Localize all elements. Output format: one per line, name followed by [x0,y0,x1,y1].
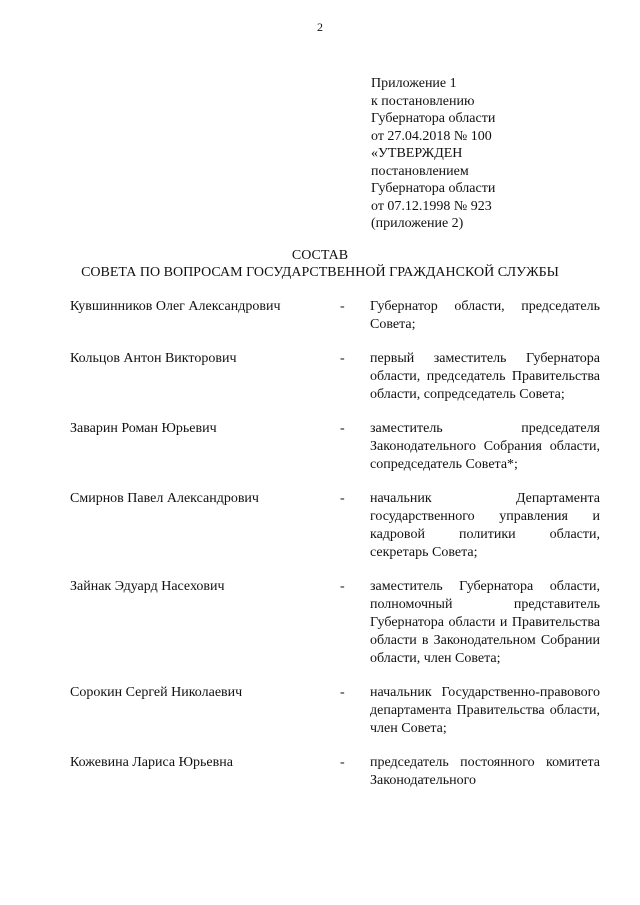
document-subtitle: СОВЕТА ПО ВОПРОСАМ ГОСУДАРСТВЕННОЙ ГРАЖДАНСКОЙ СЛУЖБЫ [81,265,559,280]
member-dash: - [340,579,345,594]
title-block [0,247,640,281]
appendix-line: к постановлению [371,93,475,109]
member-row [70,298,600,334]
appendix-line: от 07.12.1998 № 923 [371,198,492,214]
member-row [70,350,600,404]
document-title: СОСТАВ [291,248,349,263]
appendix-line: Губернатора области [371,181,496,196]
member-name: Кожевина Лариса Юрьевна [70,755,233,770]
member-dash: - [340,299,345,314]
page-number: 2 [317,20,323,34]
member-name: Зайнак Эдуард Насехович [70,579,225,594]
member-row [70,578,600,668]
member-row [70,754,600,790]
member-name: Кольцов Антон Викторович [70,351,237,366]
member-row [70,420,600,474]
member-name: Сорокин Сергей Николаевич [70,685,243,700]
appendix-line: «УТВЕРЖДЕН [371,146,463,161]
appendix-line: от 27.04.2018 № 100 [371,128,492,144]
appendix-line: Приложение 1 [371,76,457,91]
member-dash: - [340,685,345,700]
member-role: Губернатор области, председатель Совета; [370,299,600,332]
member-role: заместитель Губернатора области, полномочный представитель Губернатора области и Правительства области в Законодательном Собрании области, член Совета; [370,579,600,666]
member-row [70,684,600,738]
member-dash: - [340,421,345,436]
member-dash: - [340,351,345,366]
appendix-line: Губернатора области [371,111,496,126]
member-role: начальник Государственно-правового департамента Правительства области, член Совета; [370,685,600,736]
member-role: первый заместитель Губернатора области, председатель Правительства области, сопредседатель Совета; [370,351,600,402]
member-dash: - [340,491,345,506]
member-row [70,490,600,562]
appendix-block [371,75,571,233]
member-role: заместитель председателя Законодательного Собрания области, сопредседатель Совета*; [370,421,600,472]
member-name: Заварин Роман Юрьевич [70,421,217,436]
member-role: начальник Департамента государственного управления и кадровой политики области, секретарь Совета; [370,491,600,560]
member-name: Смирнов Павел Александрович [70,491,259,506]
member-role: председатель постоянного комитета Законодательного [370,755,600,788]
members-list [70,298,600,806]
appendix-line: постановлением [371,163,469,179]
member-name: Кувшинников Олег Александрович [70,299,281,314]
appendix-line: (приложение 2) [371,216,464,231]
member-dash: - [340,755,345,770]
